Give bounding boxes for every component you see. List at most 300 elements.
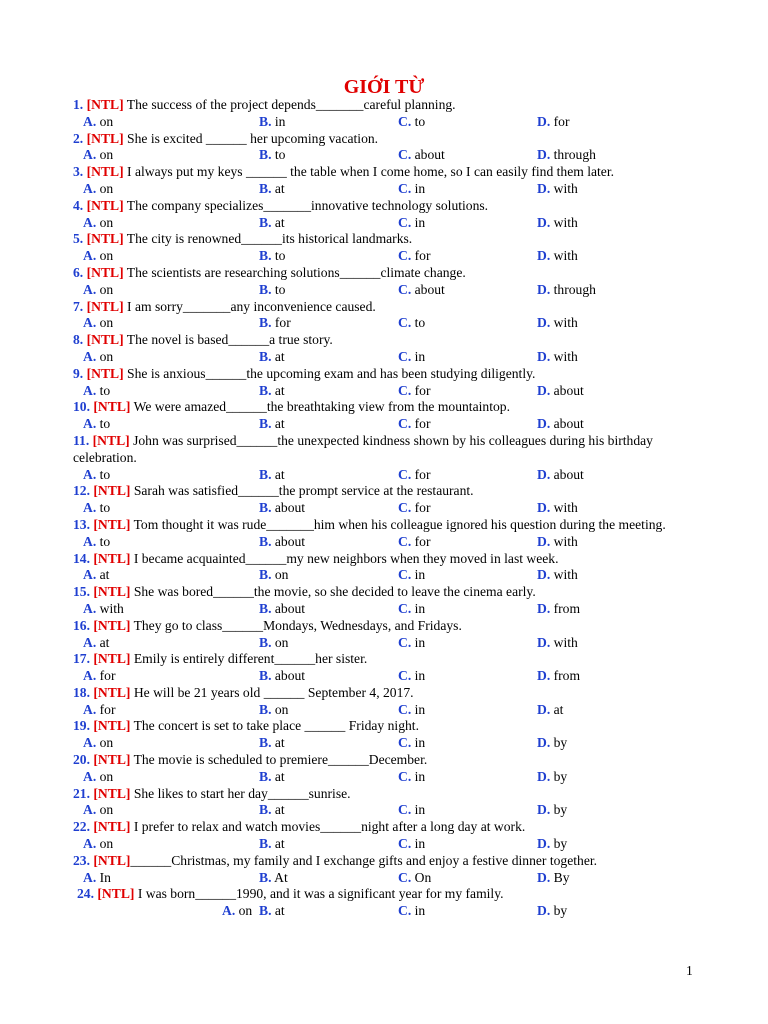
option-text: to [99, 416, 111, 432]
option-text: with [553, 500, 578, 516]
question-text: They go to class______Mondays, Wednesdays, and Fridays. [133, 617, 462, 633]
answer-option [259, 668, 305, 685]
option-letter: B. [259, 701, 272, 717]
question-stem [73, 685, 703, 702]
option-text: on [274, 701, 289, 717]
answer-option [537, 467, 584, 484]
option-letter: B. [259, 903, 272, 919]
answer-option [259, 635, 288, 652]
question-text: The novel is based______a true story. [126, 332, 333, 348]
option-letter: B. [259, 348, 272, 364]
option-text: in [414, 214, 426, 230]
question-stem [73, 483, 703, 500]
option-text: on [238, 903, 253, 919]
option-text: in [414, 768, 426, 784]
question-item [73, 584, 703, 618]
option-text: about [553, 382, 584, 398]
question-number: 21. [73, 785, 90, 801]
question-tag: [NTL] [86, 197, 124, 213]
question-tag: [NTL] [86, 130, 124, 146]
question-text: Tom thought it was rude_______him when his colleague ignored his question during the meeting. [133, 516, 666, 532]
option-letter: D. [537, 147, 551, 163]
answer-option [259, 147, 285, 164]
question-number: 22. [73, 819, 90, 835]
question-text: She is excited ______ her upcoming vacation. [127, 130, 379, 146]
question-tag: [NTL] [93, 718, 131, 734]
answer-options [73, 702, 703, 719]
option-letter: B. [259, 836, 272, 852]
answer-option [398, 836, 425, 853]
option-text: on [99, 248, 114, 264]
option-text: on [99, 802, 114, 818]
option-letter: C. [398, 668, 412, 684]
option-text: to [274, 248, 286, 264]
question-item [73, 433, 703, 483]
option-text: for [414, 466, 431, 482]
question-text: He will be 21 years old ______ September 4, 2017. [133, 684, 414, 700]
option-text: at [274, 836, 285, 852]
option-text: for [414, 500, 431, 516]
question-number: 23. [73, 852, 90, 868]
answer-option [537, 147, 596, 164]
option-text: from [553, 600, 581, 616]
question-item [73, 819, 703, 853]
option-text: on [274, 567, 289, 583]
answer-options [73, 500, 703, 517]
option-letter: C. [398, 348, 412, 364]
answer-option [398, 567, 425, 584]
answer-options [73, 215, 703, 232]
option-letter: A. [83, 869, 97, 885]
answer-option [259, 467, 285, 484]
question-text: The concert is set to take place ______ Friday night. [133, 718, 419, 734]
option-letter: A. [222, 903, 236, 919]
answer-option [537, 500, 578, 517]
answer-option [259, 702, 288, 719]
option-text: at [274, 348, 285, 364]
question-item [73, 685, 703, 719]
question-tag: [NTL] [93, 550, 131, 566]
question-stem [73, 786, 703, 803]
option-letter: C. [398, 903, 412, 919]
question-stem [73, 164, 703, 181]
option-letter: C. [398, 113, 412, 129]
option-letter: C. [398, 533, 412, 549]
answer-option [83, 147, 113, 164]
question-tag: [NTL] [93, 752, 131, 768]
option-text: with [553, 248, 578, 264]
question-text: I am sorry_______any inconvenience caused. [127, 298, 376, 314]
option-text: from [553, 668, 581, 684]
answer-option [259, 735, 285, 752]
option-text: at [99, 567, 110, 583]
option-text: On [414, 869, 432, 885]
question-stem [73, 231, 703, 248]
option-text: about [274, 600, 306, 616]
answer-option [398, 181, 425, 198]
option-letter: D. [537, 701, 551, 717]
answer-options [73, 635, 703, 652]
option-text: for [274, 315, 291, 331]
option-letter: D. [537, 533, 551, 549]
question-text: The company specializes_______innovative technology solutions. [126, 197, 489, 213]
option-text: with [553, 533, 578, 549]
option-letter: B. [259, 869, 272, 885]
option-text: with [553, 348, 578, 364]
answer-option [398, 702, 425, 719]
option-letter: C. [398, 180, 412, 196]
answer-option [398, 635, 425, 652]
option-text: for [99, 701, 116, 717]
answer-option [83, 383, 110, 400]
option-letter: B. [259, 600, 272, 616]
option-letter: D. [537, 180, 551, 196]
option-letter: C. [398, 802, 412, 818]
option-letter: D. [537, 382, 551, 398]
question-text: I prefer to relax and watch movies______night after a long day at work. [133, 819, 526, 835]
question-stem [73, 718, 703, 735]
option-text: on [99, 836, 114, 852]
question-item [73, 517, 703, 551]
question-number: 16. [73, 617, 90, 633]
question-tag: [NTL] [93, 819, 131, 835]
answer-option [537, 349, 578, 366]
question-item [73, 231, 703, 265]
option-text: in [414, 836, 426, 852]
answer-option [398, 601, 425, 618]
answer-option [83, 769, 113, 786]
answer-option [222, 903, 252, 920]
answer-option [537, 567, 578, 584]
option-letter: B. [259, 113, 272, 129]
answer-options [73, 416, 703, 433]
question-number: 1. [73, 97, 84, 112]
answer-options [73, 836, 703, 853]
question-number: 20. [73, 752, 90, 768]
question-text: The city is renowned______its historical landmarks. [126, 231, 413, 247]
option-text: on [99, 281, 114, 297]
question-text: Sarah was satisfied______the prompt service at the restaurant. [133, 483, 474, 499]
option-letter: D. [537, 634, 551, 650]
question-text: The success of the project depends_______careful planning. [126, 97, 456, 112]
answer-option [398, 802, 425, 819]
option-text: on [99, 348, 114, 364]
answer-option [537, 383, 584, 400]
question-number: 7. [73, 298, 84, 314]
answer-option [398, 534, 430, 551]
answer-option [83, 114, 113, 131]
option-letter: B. [259, 214, 272, 230]
option-letter: D. [537, 802, 551, 818]
question-tag: [NTL] [93, 785, 131, 801]
question-stem [73, 517, 703, 534]
question-tag: [NTL] [86, 264, 124, 280]
answer-option [83, 349, 113, 366]
question-stem [73, 853, 703, 870]
option-text: in [414, 903, 426, 919]
answer-option [537, 282, 596, 299]
answer-option [259, 215, 285, 232]
option-text: to [99, 533, 111, 549]
option-text: for [414, 416, 431, 432]
option-letter: A. [83, 281, 97, 297]
option-text: to [99, 500, 111, 516]
question-item [73, 198, 703, 232]
option-letter: C. [398, 382, 412, 398]
question-number: 19. [73, 718, 90, 734]
option-text: about [553, 416, 584, 432]
option-letter: D. [537, 600, 551, 616]
question-item [73, 366, 703, 400]
option-letter: D. [537, 567, 551, 583]
answer-option [83, 500, 110, 517]
option-letter: B. [259, 567, 272, 583]
option-letter: B. [259, 533, 272, 549]
option-text: for [414, 248, 431, 264]
question-stem [73, 886, 703, 903]
option-text: to [274, 147, 286, 163]
answer-options [73, 567, 703, 584]
question-item [73, 265, 703, 299]
question-stem [73, 752, 703, 769]
answer-option [537, 668, 580, 685]
option-letter: C. [398, 600, 412, 616]
option-letter: D. [537, 416, 551, 432]
answer-option [259, 383, 285, 400]
answer-options [73, 383, 703, 400]
answer-option [398, 416, 430, 433]
question-number: 13. [73, 516, 90, 532]
option-letter: B. [259, 768, 272, 784]
question-item [73, 97, 703, 131]
option-letter: B. [259, 634, 272, 650]
option-text: at [274, 768, 285, 784]
option-letter: D. [537, 281, 551, 297]
option-letter: C. [398, 735, 412, 751]
option-letter: D. [537, 348, 551, 364]
option-text: at [274, 802, 285, 818]
answer-option [83, 668, 115, 685]
question-tag: [NTL] [97, 886, 135, 902]
answer-option [83, 534, 110, 551]
option-text: with [553, 315, 578, 331]
answer-option [83, 702, 115, 719]
option-text: on [99, 214, 114, 230]
question-item [73, 752, 703, 786]
answer-options [73, 181, 703, 198]
answer-option [83, 802, 113, 819]
answer-option [537, 836, 567, 853]
question-number: 10. [73, 399, 90, 415]
question-tag: [NTL] [93, 584, 131, 600]
answer-option [259, 601, 305, 618]
option-letter: B. [259, 315, 272, 331]
option-letter: A. [83, 634, 97, 650]
option-letter: D. [537, 113, 551, 129]
option-text: about [274, 500, 306, 516]
option-letter: D. [537, 903, 551, 919]
answer-option [83, 416, 110, 433]
option-text: through [553, 147, 596, 163]
question-number: 8. [73, 332, 84, 348]
answer-option [259, 248, 285, 265]
page-title: GIỚI TỪ [343, 76, 425, 98]
option-letter: C. [398, 214, 412, 230]
answer-option [398, 668, 425, 685]
question-tag: [NTL] [86, 231, 124, 247]
question-text: The scientists are researching solutions______climate change. [126, 264, 466, 280]
option-text: by [553, 768, 568, 784]
option-text: with [553, 567, 578, 583]
option-letter: A. [83, 533, 97, 549]
option-text: in [414, 802, 426, 818]
question-stem [73, 131, 703, 148]
option-text: in [414, 668, 426, 684]
option-text: on [99, 735, 114, 751]
option-text: about [274, 668, 306, 684]
option-letter: D. [537, 466, 551, 482]
option-letter: B. [259, 281, 272, 297]
answer-options [73, 870, 703, 887]
answer-option [398, 215, 425, 232]
option-text: at [274, 466, 285, 482]
question-item [73, 786, 703, 820]
question-tag: [NTL] [93, 651, 131, 667]
answer-option [537, 769, 567, 786]
question-tag: [NTL] [93, 684, 131, 700]
question-text: John was surprised______the unexpected kindness shown by his colleagues during his birthday celebration. [73, 432, 653, 465]
option-letter: D. [537, 315, 551, 331]
option-letter: B. [259, 802, 272, 818]
question-item [73, 164, 703, 198]
option-text: to [99, 382, 111, 398]
answer-option [259, 802, 285, 819]
option-text: at [274, 903, 285, 919]
question-stem [73, 433, 703, 467]
option-text: about [414, 147, 445, 163]
page-number: 1 [686, 963, 693, 978]
question-stem [73, 97, 703, 114]
option-letter: A. [83, 382, 97, 398]
answer-option [259, 836, 285, 853]
option-letter: C. [398, 466, 412, 482]
answer-option [259, 870, 288, 887]
question-number: 12. [73, 483, 90, 499]
option-text: for [99, 668, 116, 684]
option-text: on [99, 147, 114, 163]
answer-option [259, 500, 305, 517]
answer-option [537, 870, 570, 887]
question-item [73, 399, 703, 433]
question-item [73, 332, 703, 366]
question-number: 2. [73, 130, 84, 146]
option-text: at [274, 180, 285, 196]
answer-options [73, 802, 703, 819]
answer-option [83, 836, 113, 853]
option-text: At [274, 869, 288, 885]
answer-option [398, 903, 425, 920]
question-stem [73, 618, 703, 635]
answer-options [73, 282, 703, 299]
option-text: through [553, 281, 596, 297]
question-list [73, 97, 703, 920]
option-letter: A. [83, 248, 97, 264]
option-letter: C. [398, 416, 412, 432]
option-text: in [414, 735, 426, 751]
question-item [73, 718, 703, 752]
question-text: She was bored______the movie, so she decided to leave the cinema early. [133, 584, 536, 600]
question-number: 6. [73, 264, 84, 280]
option-text: about [414, 281, 445, 297]
option-letter: C. [398, 701, 412, 717]
option-text: in [414, 701, 426, 717]
question-item [73, 618, 703, 652]
answer-option [259, 903, 285, 920]
option-text: By [553, 869, 570, 885]
answer-option [259, 181, 285, 198]
question-tag: [NTL] [86, 298, 124, 314]
option-letter: A. [83, 600, 97, 616]
answer-option [398, 282, 445, 299]
answer-option [398, 500, 430, 517]
option-text: by [553, 903, 568, 919]
option-letter: D. [537, 248, 551, 264]
option-letter: C. [398, 869, 412, 885]
option-letter: D. [537, 869, 551, 885]
option-letter: C. [398, 281, 412, 297]
option-letter: A. [83, 315, 97, 331]
option-letter: C. [398, 147, 412, 163]
option-letter: D. [537, 668, 551, 684]
question-tag: [NTL] [93, 399, 131, 415]
question-number: 15. [73, 584, 90, 600]
option-letter: A. [83, 802, 97, 818]
answer-options [73, 315, 703, 332]
answer-option [259, 416, 285, 433]
option-letter: A. [83, 836, 97, 852]
answer-option [398, 349, 425, 366]
question-tag: [NTL] [93, 617, 131, 633]
option-letter: A. [83, 416, 97, 432]
answer-option [259, 315, 291, 332]
answer-option [259, 534, 305, 551]
answer-option [537, 735, 567, 752]
question-stem [73, 299, 703, 316]
option-letter: C. [398, 248, 412, 264]
question-item [73, 651, 703, 685]
option-text: for [553, 113, 570, 129]
option-text: in [414, 180, 426, 196]
question-tag: [NTL] [86, 97, 124, 112]
option-letter: C. [398, 768, 412, 784]
option-text: with [553, 634, 578, 650]
option-letter: B. [259, 248, 272, 264]
option-letter: D. [537, 500, 551, 516]
option-text: In [99, 869, 111, 885]
option-text: in [274, 113, 286, 129]
answer-option [83, 601, 124, 618]
question-text: ______Christmas, my family and I exchange gifts and enjoy a festive dinner together. [130, 852, 598, 868]
answer-option [398, 248, 430, 265]
question-text: The movie is scheduled to premiere______December. [133, 752, 428, 768]
option-text: for [414, 382, 431, 398]
answer-option [537, 702, 563, 719]
answer-option [398, 467, 430, 484]
option-letter: D. [537, 214, 551, 230]
option-text: with [553, 180, 578, 196]
option-text: at [274, 214, 285, 230]
option-letter: A. [83, 768, 97, 784]
